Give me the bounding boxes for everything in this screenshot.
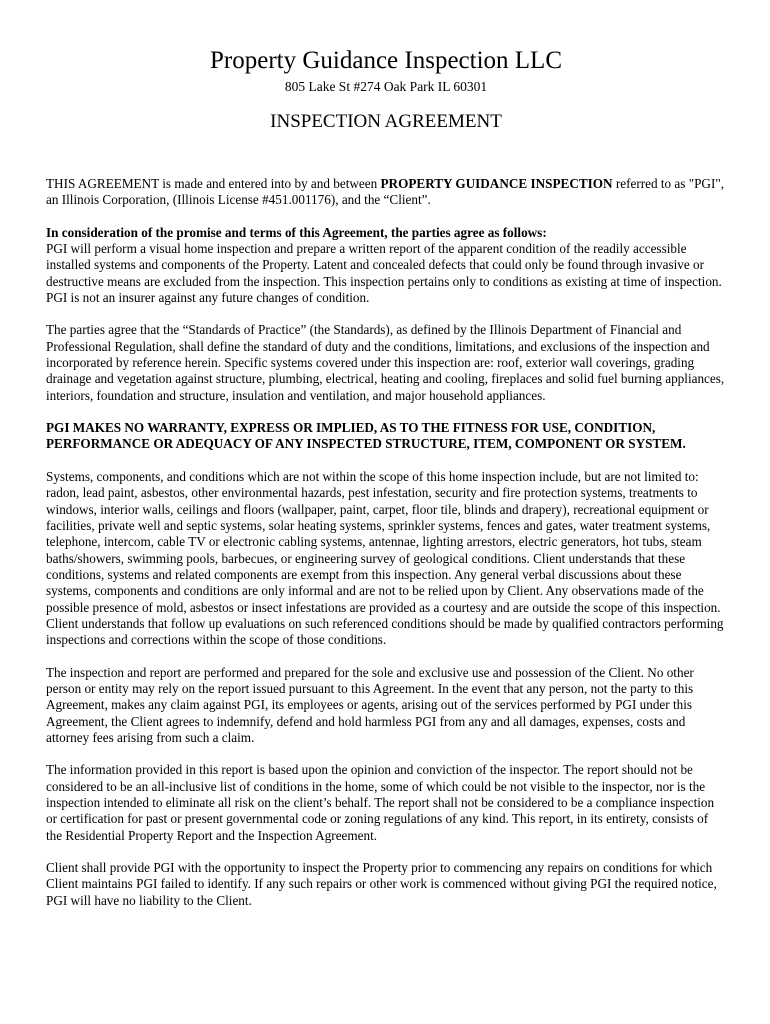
consideration-heading: In consideration of the promise and terms of this Agreement, the parties agree as follows: — [46, 224, 547, 240]
opinion-paragraph: The information provided in this report is based upon the opinion and conviction of the inspector. The report should not be considered to be an all-inclusive list of conditions in the home, some of which could be not visible to the inspector, nor is the inspection intended to eliminate all risk on the client’s behalf. The report shall not be considered to be a compliance inspection or certification for past or present governmental code or zoning regulations of any kind. This report, in its entirety, consists of the Residential Property Report and the Inspection Agreement. — [46, 762, 715, 843]
agreement-body — [46, 176, 726, 909]
exclusive-use-paragraph: The inspection and report are performed and prepared for the sole and exclusive use and possession of the Client. No other person or entity may rely on the report issued pursuant to this Agreement. In the event that any person, not the party to this Agreement, makes any claim against PGI, its employees or agents, arising out of the services performed by PGI under this Agreement, the Client agrees to indemnify, defend and hold harmless PGI from any and all damages, expenses, costs and attorney fees arising from such a claim. — [46, 664, 694, 745]
repairs-paragraph: Client shall provide PGI with the opportunity to inspect the Property prior to commencing any repairs on conditions for which Client maintains PGI failed to identify. If any such repairs or other work is commenced without giving PGI the required notice, PGI will have no liability to the Client. — [46, 860, 717, 908]
agreement-page — [46, 46, 726, 909]
document-title: INSPECTION AGREEMENT — [270, 111, 502, 132]
intro-company-name: PROPERTY GUIDANCE INSPECTION — [380, 176, 613, 191]
consideration-paragraph — [46, 225, 726, 307]
warranty-disclaimer: PGI MAKES NO WARRANTY, EXPRESS OR IMPLIED, AS TO THE FITNESS FOR USE, CONDITION, PERFORMANCE OR ADEQUACY OF ANY INSPECTED STRUCTURE, ITEM, COMPONENT OR SYSTEM. — [46, 420, 686, 452]
intro-paragraph — [46, 176, 726, 209]
exclusions-paragraph: Systems, components, and conditions which are not within the scope of this home inspection include, but are not limited to: radon, lead paint, asbestos, other environmental hazards, pest infestation, security and fire protection systems, treatments to windows, interior walls, ceilings and floors (wallpaper, paint, carpet, floor tile, blinds and drapery), recreational equipment or facilities, private well and septic systems, solar heating systems, sprinkler systems, fences and gates, water treatment systems, telephone, intercom, cable TV or electronic cabling systems, antennae, lighting arrestors, electric generators, hot tubs, steam baths/showers, swimming pools, barbecues, or engineering survey of geological conditions. Client understands that these conditions, systems and related components are exempt from this inspection. Any general verbal discussions about these systems, components and conditions are only informal and are not to be relied upon by Client. Any observations made of the possible presence of mold, asbestos or insect infestations are provided as a courtesy and are outside the scope of this inspection. Client understands that follow up evaluations on such referenced conditions should be made by qualified contractors performing inspections and corrections within the scope of those conditions. — [46, 468, 724, 648]
intro-text-after: referred to as "PGI", an Illinois Corporation, (Illinois License #451.001176), and the “Client”. — [46, 176, 725, 208]
intro-text-before: THIS AGREEMENT is made and entered into by and between — [46, 176, 381, 191]
company-address: 805 Lake St #274 Oak Park IL 60301 — [284, 79, 488, 94]
company-name: Property Guidance Inspection LLC — [210, 47, 562, 74]
standards-paragraph: The parties agree that the “Standards of Practice” (the Standards), as defined by the Illinois Department of Financial and Professional Regulation, shall define the standard of duty and the conditions, limitations, and exclusions of the inspection and incorporated by reference herein. Specific systems covered under this inspection are: roof, exterior wall coverings, grading drainage and vegetation against structure, plumbing, electrical, heating and cooling, fireplaces and solid fuel burning appliances, interiors, foundation and structure, insulation and ventilation, and major household appliances. — [46, 322, 725, 403]
consideration-text: PGI will perform a visual home inspection and prepare a written report of the apparent condition of the readily accessible installed systems and components of the Property. Latent and concealed defects that could only be found through invasive or destructive means are excluded from the inspection. This inspection pertains only to conditions as existing at time of inspection. PGI is not an insurer against any future changes of condition. — [46, 241, 722, 306]
